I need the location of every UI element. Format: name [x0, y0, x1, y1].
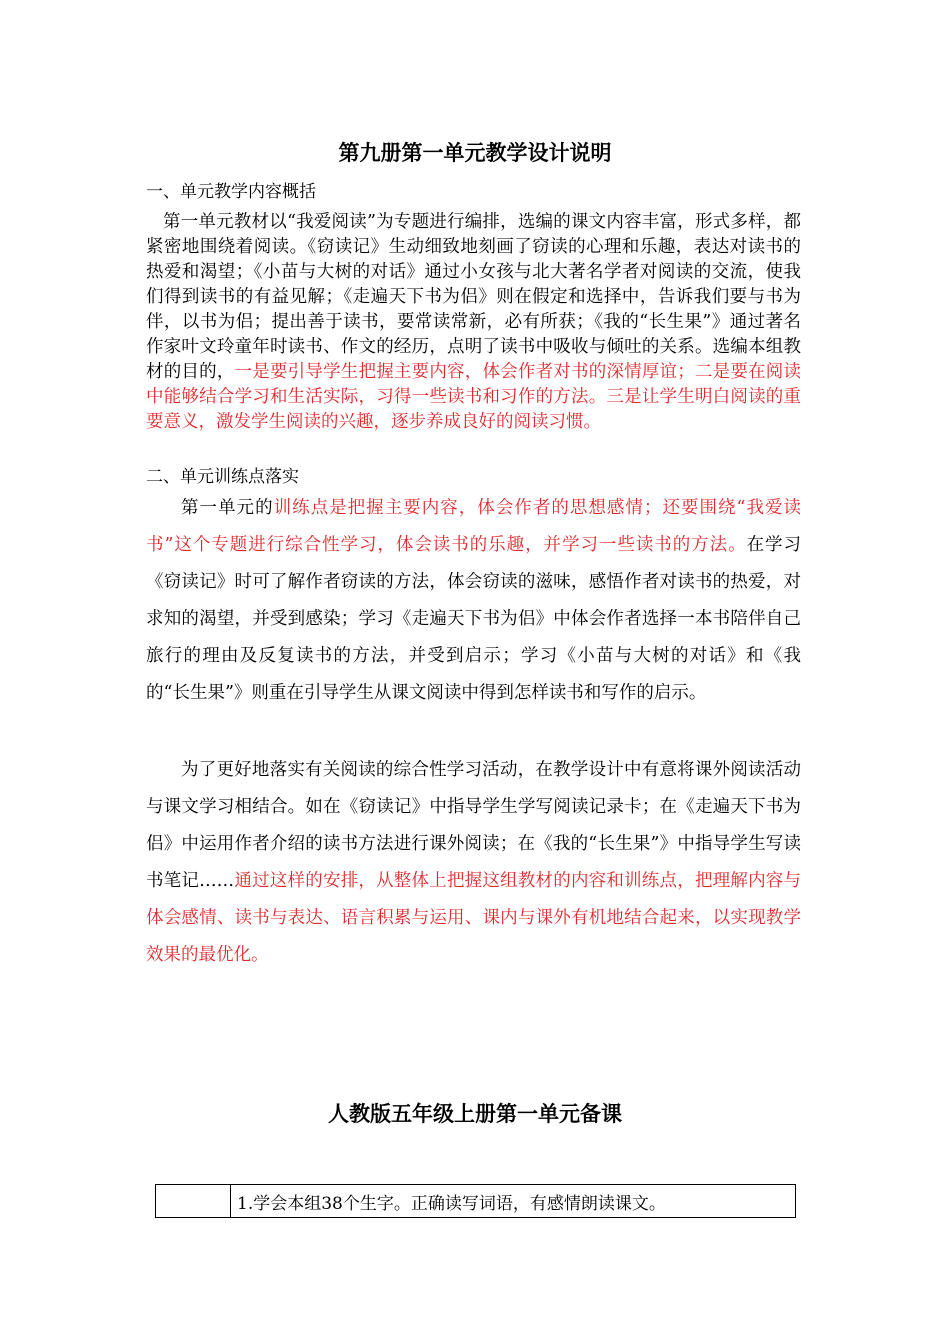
document-title: 第九册第一单元教学设计说明 [338, 140, 612, 165]
paragraph-text: 为了更好地落实有关阅读的综合性学习活动，在教学设计中有意将课外阅读活动与课文学习相结合。如在《窃读记》中指导学生学写阅读记录卡；在《走遍天下书为侣》中运用作者介绍的读书方法进行课外阅读；在《我的“长生果”》中指导学生写读书笔记…… [146, 760, 801, 891]
lesson-plan-title: 人教版五年级上册第一单元备课 [328, 1101, 622, 1126]
paragraph-text: 第一单元的 [181, 498, 274, 518]
highlighted-text: 训练点是把握主要内容，体会作者的思想感情；还要围绕“我爱读书”这个专题进行综合性学习，体会读书的乐趣，并学习一些读书的方法。 [146, 498, 802, 555]
highlighted-text: 一是要引导学生把握主要内容，体会作者对书的深情厚谊；二是要在阅读中能够结合学习和生活实际，习得一些读书和习作的方法。三是让学生明白阅读的重要意义，激发学生阅读的兴趣，逐步养成良好的阅读习惯。 [146, 362, 802, 432]
paragraph-text: 在学习《窃读记》时可了解作者窃读的方法，体会窃读的滋味，感悟作者对读书的热爱，对求知的渴望，并受到感染；学习《走遍天下书为侣》中体会作者选择一本书陪伴自己旅行的理由及反复读书的方法，并受到启示；学习《小苗与大树的对话》和《我的“长生果”》则重在引导学生从课文阅读中得到怎样读书和写作的启示。 [146, 535, 801, 703]
paragraph-unit-content [146, 210, 801, 435]
table-row [156, 1185, 796, 1218]
paragraph-integrated-learning [146, 752, 801, 974]
paragraph-text: 第一单元教材以“我爱阅读”为专题进行编排，选编的课文内容丰富，形式多样，都紧密地围绕着阅读。《窃读记》生动细致地刻画了窃读的心理和乐趣，表达对读书的热爱和渴望；《小苗与大树的对话》通过小女孩与北大著名学者对阅读的交流，使我们得到读书的有益见解；《走遍天下书为侣》则在假定和选择中，告诉我们要与书为伴，以书为侣；提出善于读书，要常读常新，必有所获；《我的“长生果”》通过著名作家叶文玲童年时读书、作文的经历，点明了读书中吸收与倾吐的关系。选编本组教材的目的， [146, 212, 801, 382]
lesson-plan-table [155, 1184, 796, 1218]
section-heading-training-points: 二、单元训练点落实 [146, 467, 299, 487]
table-cell-goal: 1.学会本组38个生字。正确读写词语，有感情朗读课文。 [231, 1185, 796, 1218]
highlighted-text: 通过这样的安排，从整体上把握这组教材的内容和训练点，把理解内容与体会感情、读书与表达、语言积累与运用、课内与课外有机地结合起来，以实现教学效果的最优化。 [146, 871, 802, 965]
paragraph-training-points [146, 490, 801, 712]
table-cell-label [156, 1185, 231, 1218]
section-heading-content-summary: 一、单元教学内容概括 [146, 182, 316, 202]
